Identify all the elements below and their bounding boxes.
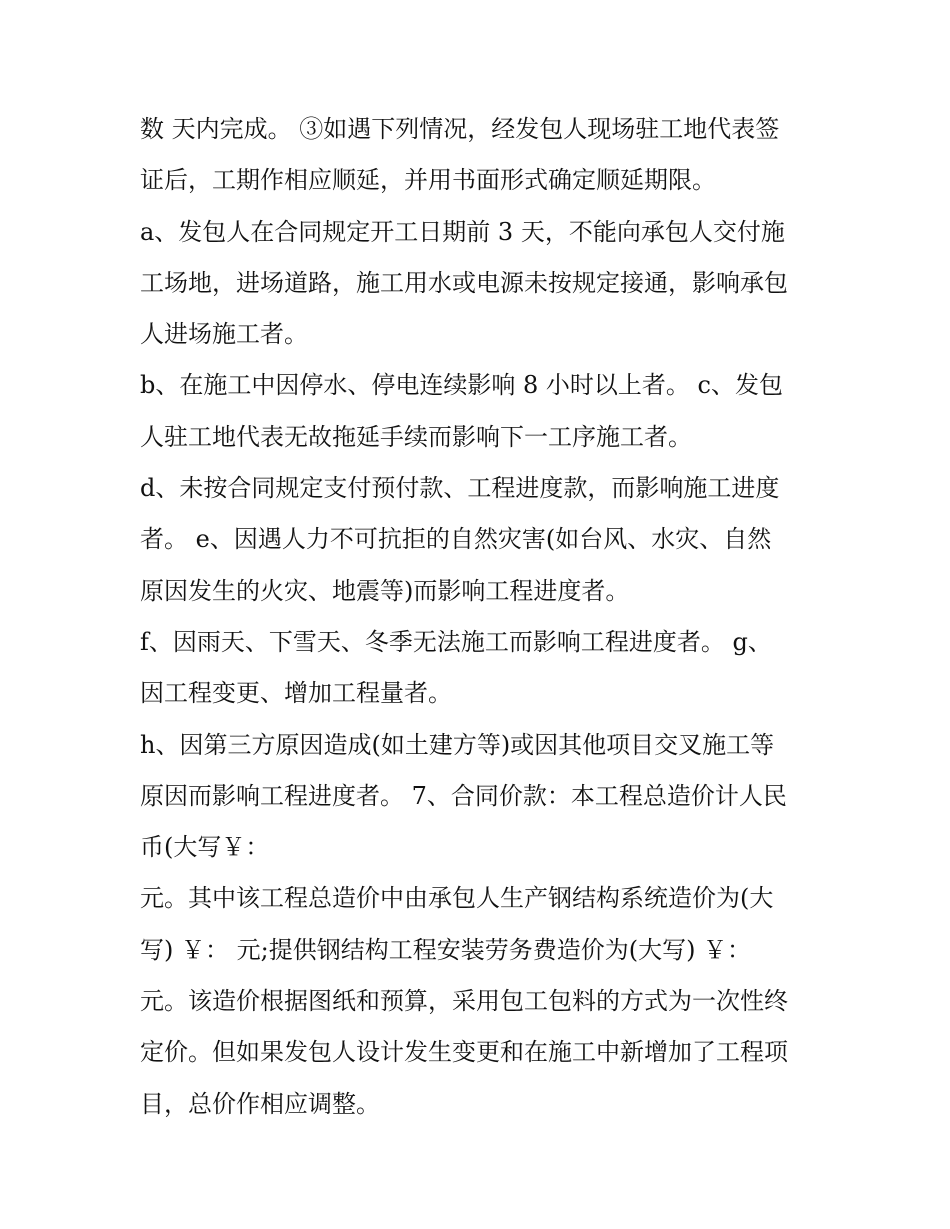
text-line: 因工程变更、增加工程量者。: [140, 679, 452, 708]
text-line: 数 天内完成。 ③如遇下列情况，经发包人现场驻工地代表签: [140, 115, 780, 143]
text-line: 人进场施工者。: [140, 320, 308, 349]
text-line: h、因第三方原因造成(如土建方等)或因其他项目交叉施工等: [140, 730, 775, 759]
text-line: 者。 e、因遇人力不可抗拒的自然灾害(如台风、水灾、自然: [140, 525, 772, 554]
text-line: d、未按合同规定支付预付款、工程进度款，而影响施工进度: [140, 474, 780, 503]
text-line: 币(大写￥：: [140, 833, 270, 862]
document-body: [140, 104, 820, 1130]
text-line: 元。其中该工程总造价中由承包人生产钢结构系统造价为(大: [140, 884, 774, 913]
text-line: 写) ￥： 元;提供钢结构工程安装劳务费造价为(大写) ￥：: [140, 935, 752, 964]
text-line: 元。该造价根据图纸和预算，采用包工包料的方式为一次性终: [140, 987, 788, 1016]
text-line: 目，总价作相应调整。: [140, 1089, 380, 1118]
text-line: 原因发生的火灾、地震等)而影响工程进度者。: [140, 576, 630, 605]
text-line: b、在施工中因停水、停电连续影响 8 小时以上者。 c、发包: [140, 371, 783, 400]
text-line: a、发包人在合同规定开工日期前 3 天，不能向承包人交付施: [140, 217, 785, 246]
text-line: 工场地，进场道路，施工用水或电源未按规定接通，影响承包: [140, 268, 788, 297]
text-line: 定价。但如果发包人设计发生变更和在施工中新增加了工程项: [140, 1038, 788, 1067]
text-line: 原因而影响工程进度者。 7、合同价款：本工程总造价计人民: [140, 781, 787, 810]
text-line: 证后，工期作相应顺延，并用书面形式确定顺延期限。: [140, 166, 716, 195]
text-line: 人驻工地代表无故拖延手续而影响下一工序施工者。: [140, 422, 692, 451]
text-line: f、因雨天、下雪天、冬季无法施工而影响工程进度者。 g、: [140, 627, 772, 656]
